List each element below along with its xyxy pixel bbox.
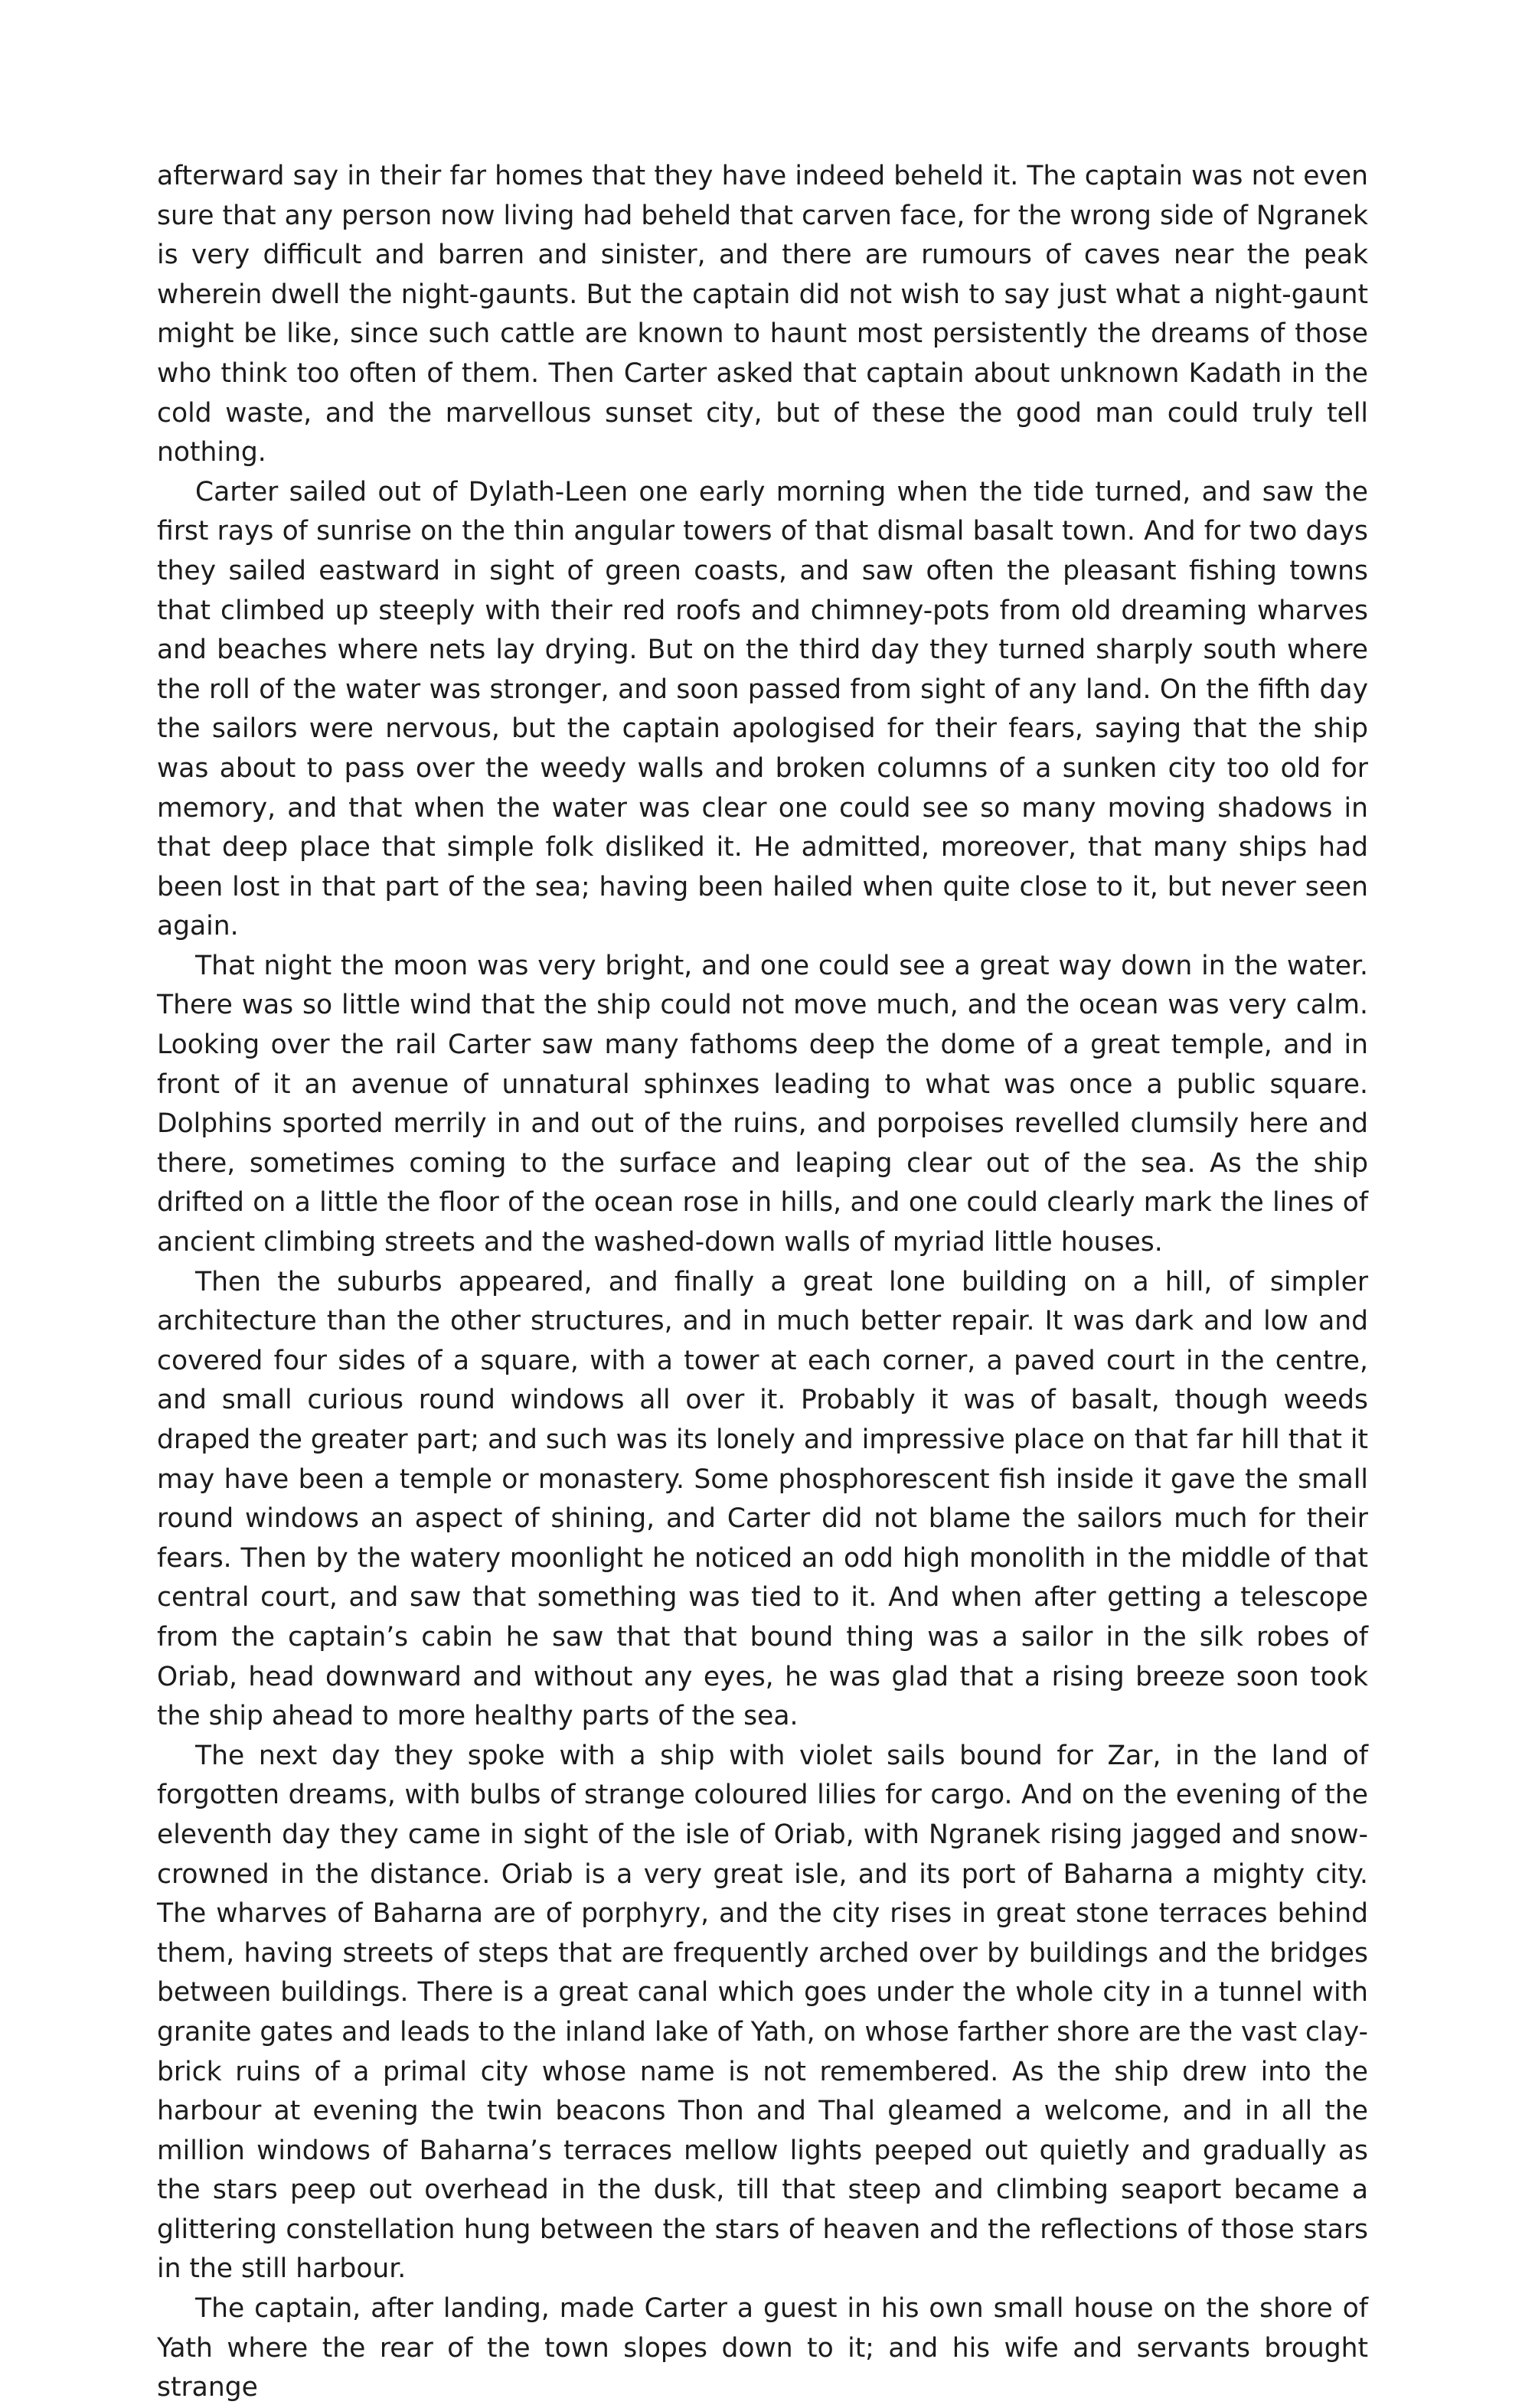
paragraph-2: Carter sailed out of Dylath-Leen one early morning when the tide turned, and saw the first rays of sunrise on the thin angular towers of that dismal basalt town. And for two days they sailed eastward in sight of green coasts, and saw often the pleasant fishing towns that climbed up steeply with their red roofs and chimney-pots from old dreaming wharves and beaches where nets lay drying. But on the third day they turned sharply south where the roll of the water was stronger, and soon passed from sight of any land. On the fifth day the sailors were nervous, but the captain apologised for their fears, saying that the ship was about to pass over the weedy walls and broken columns of a sunken city too old for memory, and that when the water was clear one could see so many moving shadows in that deep place that simple folk disliked it. He admitted, moreover, that many ships had been lost in that part of the sea; having been hailed when quite close to it, but never seen again. — [157, 476, 1368, 942]
paragraph-1: afterward say in their far homes that they have indeed beheld it. The captain was not even sure that any person now living had beheld that carven face, for the wrong side of Ngranek is very difficult and barren and sinister, and there are rumours of caves near the peak wherein dwell the night-gaunts. But the captain did not wish to say just what a night-gaunt might be like, since such cattle are known to haunt most persistently the dreams of those who think too often of them. Then Carter asked that captain about unknown Kadath in the cold waste, and the marvellous sunset city, but of these the good man could truly tell nothing. — [157, 161, 1368, 468]
paragraph-4: Then the suburbs appeared, and finally a great lone building on a hill, of simpler architecture than the other structures, and in much better repair. It was dark and low and covered four sides of a square, with a tower at each corner, a paved court in the centre, and small curious round windows all over it. Probably it was of basalt, though weeds draped the greater part; and such was its lonely and impressive place on that far hill that it may have been a temple or monastery. Some phosphorescent fish inside it gave the small round windows an aspect of shining, and Carter did not blame the sailors much for their fears. Then by the watery moonlight he noticed an odd high monolith in the middle of that central court, and saw that something was tied to it. And when after getting a telescope from the captain’s cabin he saw that that bound thing was a sailor in the silk robes of Oriab, head downward and without any eyes, he was glad that a rising breeze soon took the ship ahead to more healthy parts of the sea. — [157, 1266, 1368, 1732]
paragraph-3: That night the moon was very bright, and one could see a great way down in the water. There was so little wind that the ship could not move much, and the ocean was very calm. Looking over the rail Carter saw many fathoms deep the dome of a great temple, and in front of it an avenue of unnatural sphinxes leading to what was once a public square. Dolphins sported merrily in and out of the ruins, and porpoises revelled clumsily here and there, sometimes coming to the surface and leaping clear out of the sea. As the ship drifted on a little the floor of the ocean rose in hills, and one could clearly mark the lines of ancient climbing streets and the washed-down walls of myriad little houses. — [157, 950, 1368, 1258]
page-body — [157, 157, 1368, 2408]
paragraph-6: The captain, after landing, made Carter a guest in his own small house on the shore of Yath where the rear of the town slopes down to it; and his wife and servants brought strange — [157, 2293, 1368, 2403]
paragraph-5: The next day they spoke with a ship with violet sails bound for Zar, in the land of forgotten dreams, with bulbs of strange coloured lilies for cargo. And on the evening of the eleventh day they came in sight of the isle of Oriab, with Ngranek rising jagged and snow-crowned in the distance. Oriab is a very great isle, and its port of Baharna a mighty city. The wharves of Baharna are of porphyry, and the city rises in great stone terraces behind them, having streets of steps that are frequently arched over by buildings and the bridges between buildings. There is a great canal which goes under the whole city in a tunnel with granite gates and leads to the inland lake of Yath, on whose farther shore are the vast clay-brick ruins of a primal city whose name is not remembered. As the ship drew into the harbour at evening the twin beacons Thon and Thal gleamed a welcome, and in all the million windows of Baharna’s terraces mellow lights peeped out quietly and gradually as the stars peep out overhead in the dusk, till that steep and climbing seaport became a glittering constellation hung between the stars of heaven and the reflections of those stars in the still harbour. — [157, 1740, 1368, 2285]
